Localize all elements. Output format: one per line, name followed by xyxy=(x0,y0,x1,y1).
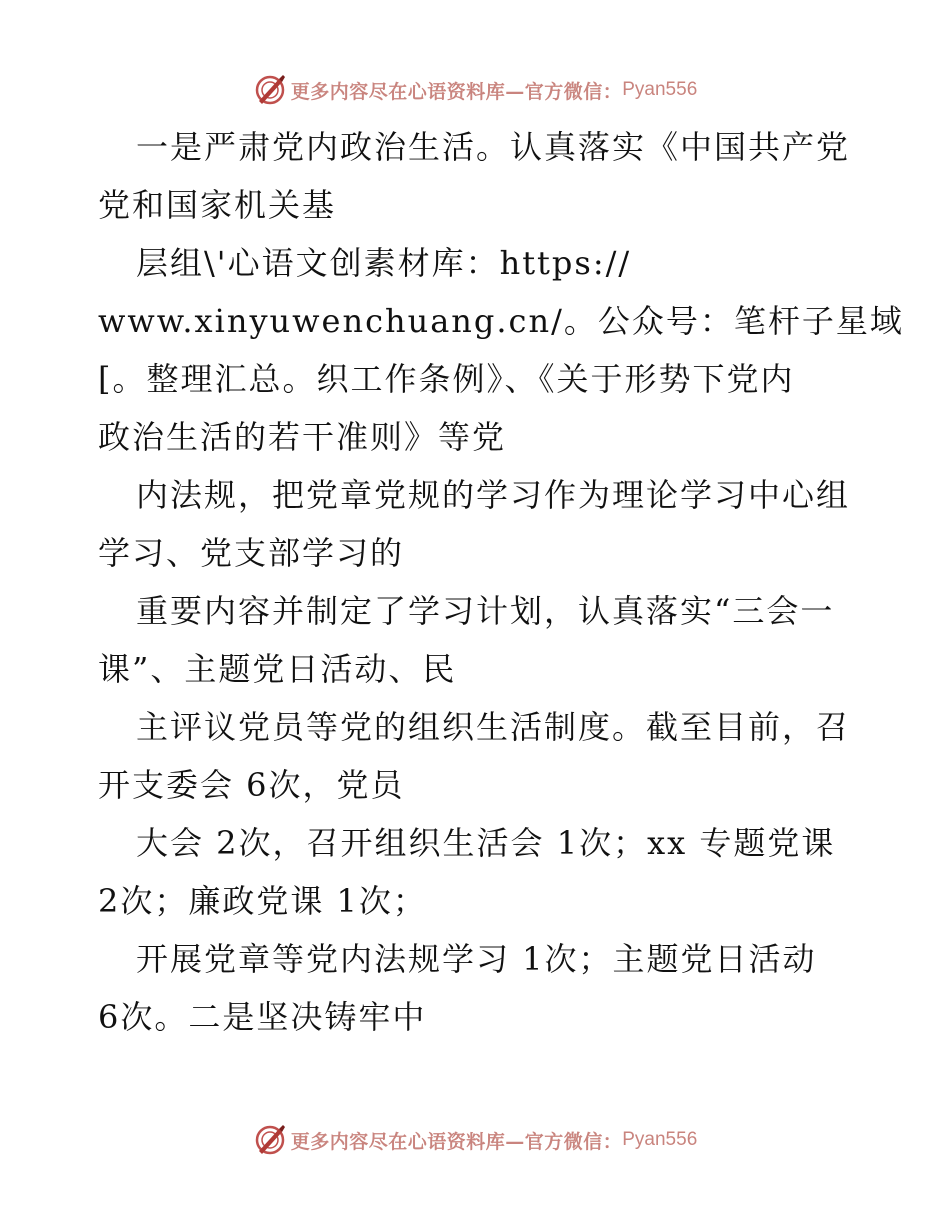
text-line: 学习、党支部学习的 xyxy=(98,534,405,572)
text-line: [。整理汇总。织工作条例》、《关于形势下党内 xyxy=(98,360,795,398)
text-line: 开支委会 6次，党员 xyxy=(98,766,405,804)
pen-circle-logo-icon xyxy=(253,73,287,107)
banner-text: 更多内容尽在心语资料库—官方微信： xyxy=(290,1130,623,1153)
banner-contact: Pyan556 xyxy=(622,79,698,100)
text-line: 主评议党员等党的组织生活制度。截至目前，召 xyxy=(136,708,851,746)
text-line: 政治生活的若干准则》等党 xyxy=(98,418,507,456)
text-line: 层组\'心语文创素材库：https:// xyxy=(136,244,632,282)
text-line: 大会 2次，召开组织生活会 1次；xx 专题党课 xyxy=(136,824,836,862)
text-line: www.xinyuwenchuang.cn/。公众号：笔杆子星域 xyxy=(98,302,904,340)
banner-text: 更多内容尽在心语资料库—官方微信： xyxy=(290,80,623,103)
text-line: 6次。二是坚决铸牢中 xyxy=(98,998,427,1036)
banner-contact: Pyan556 xyxy=(622,1129,698,1150)
text-line: 一是严肃党内政治生活。认真落实《中国共产党 xyxy=(136,128,851,166)
header-banner xyxy=(0,70,950,110)
text-line: 开展党章等党内法规学习 1次；主题党日活动 xyxy=(136,940,817,978)
pen-circle-logo-icon xyxy=(253,1123,287,1157)
text-line: 2次；廉政党课 1次； xyxy=(98,882,427,920)
text-line: 课”、主题党日活动、民 xyxy=(98,650,457,688)
footer-banner xyxy=(0,1120,950,1160)
text-line: 内法规，把党章党规的学习作为理论学习中心组 xyxy=(136,476,851,514)
text-line: 党和国家机关基 xyxy=(98,186,337,224)
text-line: 重要内容并制定了学习计划，认真落实“三会一 xyxy=(136,592,835,630)
document-body xyxy=(98,118,904,1046)
